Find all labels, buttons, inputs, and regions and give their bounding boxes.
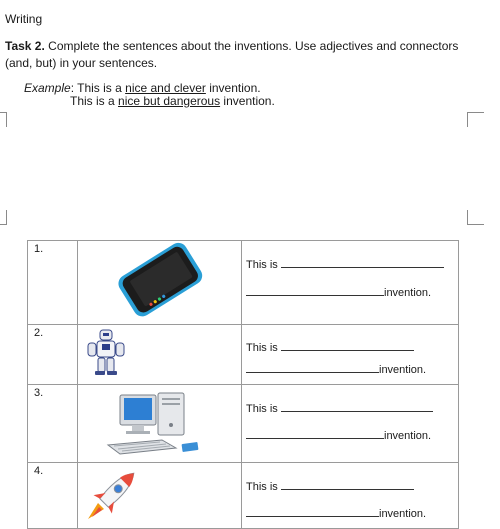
crop-mark <box>467 210 484 225</box>
sentence-start: This is <box>246 481 278 493</box>
sentence-end: invention. <box>379 508 427 520</box>
answer-blank[interactable] <box>281 257 444 268</box>
task-label: Task 2. <box>5 39 45 53</box>
answer-blank[interactable] <box>246 506 379 517</box>
smartphone-icon <box>78 241 241 321</box>
example-2-pre: This is a <box>70 94 119 108</box>
row-number: 4. <box>28 463 78 529</box>
table-row <box>28 325 459 385</box>
example-1-post: invention. <box>205 81 261 95</box>
sentence-start: This is <box>246 342 278 354</box>
crop-mark <box>0 112 7 127</box>
example-1-pre: This is a <box>77 81 126 95</box>
row-number: 3. <box>28 385 78 463</box>
sentence-end: invention. <box>379 364 427 376</box>
crop-mark <box>0 210 7 225</box>
rocket-icon <box>78 463 241 525</box>
sentence-end: invention. <box>384 430 432 442</box>
table-row <box>28 385 459 463</box>
crop-mark <box>467 112 484 127</box>
section-heading: Writing <box>5 12 43 26</box>
answer-blank[interactable] <box>246 285 384 296</box>
smartphone-picture <box>78 241 242 325</box>
row-number: 2. <box>28 325 78 385</box>
answer-blank[interactable] <box>281 340 414 351</box>
answer-blank[interactable] <box>246 428 384 439</box>
task-instruction <box>5 38 485 72</box>
answer-cell <box>242 241 459 325</box>
example-1-answer: nice and clever <box>125 81 206 95</box>
answer-blank[interactable] <box>281 479 414 490</box>
example-2-post: invention. <box>220 94 275 108</box>
answer-blank[interactable] <box>246 362 379 373</box>
sentence-end: invention. <box>384 287 432 299</box>
robot-icon <box>78 325 241 381</box>
task-text: Complete the sentences about the inventions. Use adjectives and connectors (and, but) in your sentences. <box>5 39 459 70</box>
example-line-2 <box>70 94 275 108</box>
sentence-start: This is <box>246 403 278 415</box>
answer-cell <box>242 385 459 463</box>
row-number: 1. <box>28 241 78 325</box>
sentence-start: This is <box>246 259 278 271</box>
exercise-table <box>27 240 459 529</box>
answer-blank[interactable] <box>281 401 433 412</box>
robot-picture <box>78 325 242 385</box>
table-row <box>28 463 459 529</box>
example-label: Example <box>24 81 71 95</box>
answer-cell <box>242 463 459 529</box>
example-line-1: Example: This is a nice and clever invention. <box>24 81 261 95</box>
computer-picture <box>78 385 242 463</box>
rocket-picture <box>78 463 242 529</box>
example-2-answer: nice but dangerous <box>118 94 221 108</box>
table-row <box>28 241 459 325</box>
desktop-computer-icon <box>78 385 241 459</box>
answer-cell <box>242 325 459 385</box>
